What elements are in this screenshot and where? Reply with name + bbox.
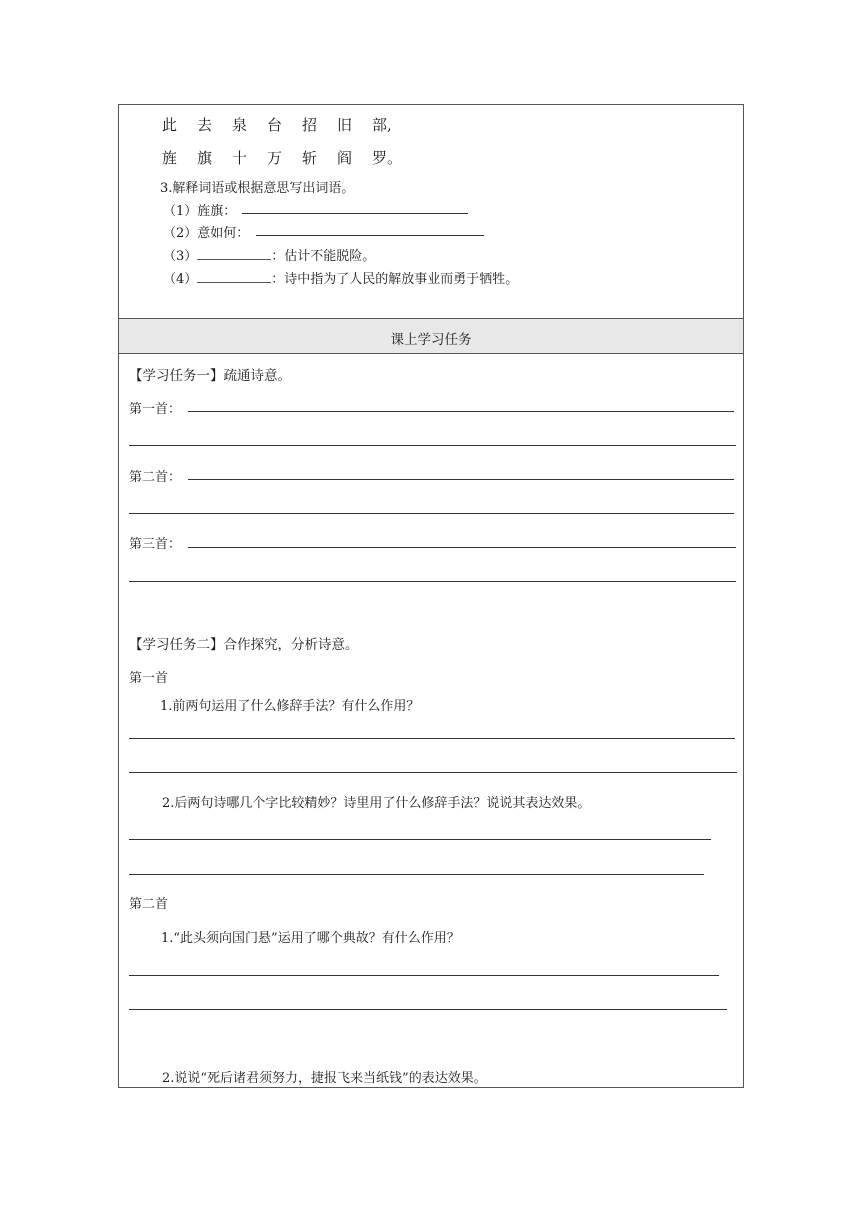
poem1-q2-answer-line-1[interactable] (129, 839, 711, 840)
task1-title: 【学习任务一】疏通诗意。 (129, 368, 291, 384)
task2-title: 【学习任务二】合作探究，分析诗意。 (129, 637, 359, 653)
poem1-q1-answer-line-2[interactable] (129, 772, 737, 773)
poem1-q2-answer-line-2[interactable] (129, 874, 704, 875)
vocab-answer-blank-4[interactable] (197, 269, 271, 283)
vocab-item-3-definition: ：估计不能脱险。 (271, 249, 376, 264)
task2-poem2-question-1: 1.“此头须向国门悬”运用了哪个典故？有什么作用？ (161, 931, 460, 946)
poem1-q1-answer-line-1[interactable] (129, 738, 735, 739)
poem2-q1-answer-line-1[interactable] (129, 975, 719, 976)
task2-poem1-question-1: 1.前两句运用了什么修辞手法？有什么作用？ (160, 699, 420, 714)
task1-third-line-2[interactable] (129, 581, 736, 582)
vocab-answer-blank-3[interactable] (197, 246, 271, 260)
vocab-item-1-label: （1）旌旗： (163, 204, 237, 219)
task2-poem1-label: 第一首 (129, 671, 169, 686)
vocab-item-4-prefix: （4） (163, 272, 198, 287)
poem-char: 十 (232, 149, 248, 167)
poem-char: 罗。 (372, 149, 403, 167)
task1-second-line-1[interactable] (188, 479, 734, 480)
section-title: 课上学习任务 (390, 332, 472, 348)
poem-line-2 (162, 147, 407, 168)
task1-second-label: 第二首： (129, 470, 182, 485)
poem-char: 部, (372, 116, 392, 134)
vocab-heading: 3.解释词语或根据意思写出词语。 (160, 181, 355, 196)
poem-char: 泉 (232, 116, 248, 134)
poem-char: 旧 (337, 116, 353, 134)
task1-first-line-2[interactable] (129, 445, 736, 446)
poem-char: 旌 (162, 149, 178, 167)
vocab-item-3-prefix: （3） (163, 249, 198, 264)
vocab-answer-line-2[interactable] (256, 235, 484, 236)
poem2-q1-answer-line-2[interactable] (129, 1009, 727, 1010)
poem-char: 去 (197, 116, 213, 134)
vocab-item-4-definition: ：诗中指为了人民的解放事业而勇于牺牲。 (271, 272, 519, 287)
task1-first-line-1[interactable] (188, 411, 734, 412)
task2-poem2-label: 第二首 (129, 897, 169, 912)
task1-third-label: 第三首： (129, 537, 182, 552)
task1-first-label: 第一首： (129, 402, 182, 417)
vocab-item-2 (163, 222, 249, 241)
poem-char: 招 (302, 116, 318, 134)
section-header-band (119, 318, 743, 354)
vocab-item-4 (163, 268, 518, 287)
task1-third-line-1[interactable] (188, 547, 736, 548)
poem-char: 此 (162, 116, 178, 134)
task2-poem2-question-2: 2.说说“死后诸君须努力，捷报飞来当纸钱”的表达效果。 (162, 1071, 487, 1086)
poem-char: 阎 (337, 149, 353, 167)
vocab-item-1 (163, 200, 236, 219)
poem-char: 台 (267, 116, 283, 134)
poem-line-1 (162, 114, 407, 135)
poem-char: 斩 (302, 149, 318, 167)
vocab-answer-line-1[interactable] (242, 213, 468, 214)
vocab-item-3 (163, 245, 375, 264)
task1-second-line-2[interactable] (129, 513, 734, 514)
task2-poem1-question-2: 2.后两句诗哪几个字比较精妙？诗里用了什么修辞手法？说说其表达效果。 (162, 796, 591, 811)
poem-char: 旗 (197, 149, 213, 167)
poem-char: 万 (267, 149, 283, 167)
vocab-item-2-label: （2）意如何： (163, 226, 250, 241)
